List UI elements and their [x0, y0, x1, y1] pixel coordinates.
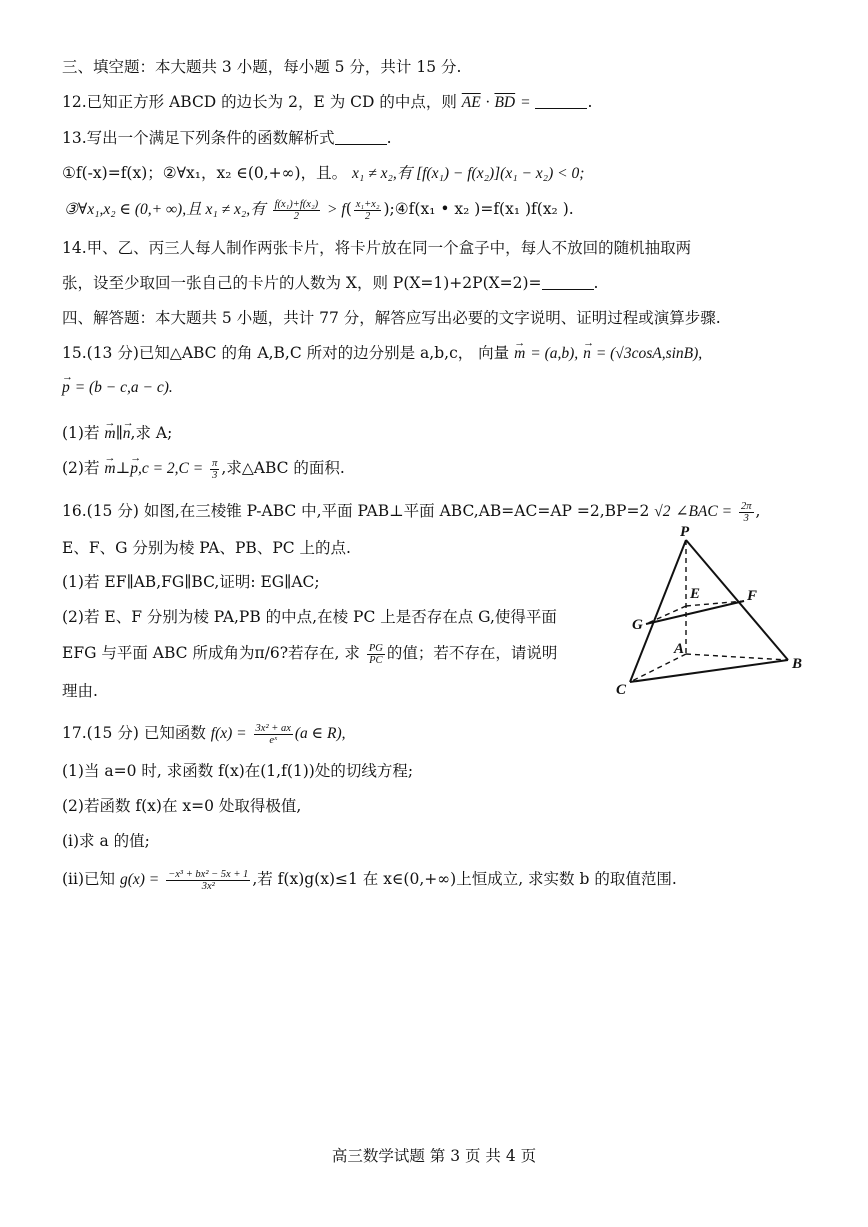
q17-domain: (a ∈ R), — [294, 725, 346, 742]
q17-line-1 — [62, 722, 808, 746]
q17-fx: f(x) = — [210, 725, 247, 742]
q17-part-ii-label: (ii)已知 — [62, 870, 116, 888]
edge-pc — [630, 540, 686, 682]
q15-part2-end: ,求△ABC 的面积. — [221, 459, 345, 477]
q15-part1-label: (1)若 — [62, 424, 100, 442]
q15-part2-label: (2)若 — [62, 459, 100, 477]
q12-answer-blank — [535, 94, 587, 109]
q13-fraction-2: $\frac{\text{x₁+x₂}}{2}$ — [355, 198, 380, 222]
q15-line-1 — [62, 342, 808, 365]
q17-part-ii-text: ,若 f(x)g(x)≤1 在 x∈(0,+∞)上恒成立, 求实数 b 的取值范围. — [252, 870, 677, 888]
q16-line-1 — [62, 500, 808, 524]
tetrahedron-figure — [608, 522, 813, 697]
q17-fraction-f: $\frac{\text{3x² + ax}}{\text{eˣ}}$ — [255, 722, 291, 746]
q16-fraction-pg-pc: $\frac{PG}{PC}$ — [368, 642, 383, 666]
q16-part-1: (1)若 EF∥AB,FG∥BC,证明: EG∥AC; — [62, 573, 320, 591]
q12-vector-ae: $\overline{AE}$ — [461, 94, 481, 111]
q15-perp: ⊥ — [115, 459, 131, 477]
q17-part-ii — [62, 868, 808, 892]
q15-part2-p: → p — [130, 458, 138, 480]
q16-part2b-text: EFG 与平面 ABC 所成角为π/6?若存在, 求 — [62, 644, 360, 662]
q12-vector-bd: $\overline{BD}$ — [494, 94, 516, 111]
q12-text: 12.已知正方形 ABCD 的边长为 2，E 为 CD 的中点，则 — [62, 93, 457, 111]
q13-conditions-2: ③∀x₁,x₂ ∈ (0,+ ∞),且 x₁ ≠ x₂,有 $\frac{\text{f(x₁)+f(x₂)}}{2}$ > f( $\frac{\text{x₁+x₂}}{2}$ );④f(x₁ • x₂ )=f(x₁ )f(x₂ ). — [64, 198, 574, 222]
q13-text: 13.写出一个满足下列条件的函数解析式 — [62, 129, 335, 147]
q13-gt-f: > f — [327, 201, 346, 218]
q15-m-value: = (a,b), — [530, 345, 579, 362]
q16-line1-end: , — [755, 502, 761, 520]
q16-text: 16.(15 分) 如图,在三棱锥 P-ABC 中,平面 PAB⊥平面 ABC,AB=AC=AP =2,BP=2 — [62, 502, 650, 520]
label-f: F — [747, 588, 758, 604]
q15-n-value: = (√3cosA,sinB), — [595, 345, 703, 362]
question-13 — [62, 127, 808, 149]
q13-conditions-1 — [62, 162, 808, 185]
q13-cond-4: ;④f(x₁ • x₂ )=f(x₁ )f(x₂ ). — [389, 200, 574, 218]
q15-part1-m: → m — [104, 423, 115, 445]
q14-answer-blank — [542, 275, 594, 290]
q13-cond-3: ③∀x₁,x₂ ∈ (0,+ ∞),且 x₁ ≠ x₂,有 — [64, 201, 266, 218]
q16-angle-fraction: $\frac{2\pi}{3}$ — [741, 500, 752, 524]
q17-fraction-g: $\frac{\text{−x³ + bx² − 5x + 1}}{\text{3x²}}$ — [168, 868, 249, 892]
edge-cb — [630, 660, 788, 682]
label-c: C — [616, 682, 627, 697]
q16-part-2a: (2)若 E、F 分别为棱 PA,PB 的中点,在棱 PC 上是否存在点 G,使得平面 — [62, 608, 557, 626]
question-12 — [62, 91, 808, 114]
q16-sqrt2: √2 — [654, 503, 671, 520]
label-b: B — [792, 656, 803, 672]
label-g: G — [632, 617, 643, 633]
q12-dot: · — [485, 94, 490, 111]
label-a: A — [674, 641, 685, 657]
q14-end: . — [593, 274, 599, 292]
q17-part-2: (2)若函数 f(x)在 x=0 处取得极值, — [62, 797, 302, 815]
q13-cond-2-math: x₁ ≠ x₂,有 [f(x₁) − f(x₂)](x₁ − x₂) < 0; — [352, 165, 585, 182]
q15-vector-m: → m — [514, 343, 525, 365]
label-e: E — [690, 586, 701, 602]
q13-fraction-1: $\frac{\text{f(x₁)+f(x₂)}}{2}$ — [274, 198, 319, 222]
q17-part-i: (i)求 a 的值; — [62, 832, 150, 850]
q15-part1-n: → n — [123, 423, 131, 445]
q16-line-2: E、F、G 分别为棱 PA、PB、PC 上的点. — [62, 539, 351, 557]
q15-part2-c: ,c = 2,C = — [137, 460, 204, 477]
q15-part-1 — [62, 422, 808, 445]
q13-end: . — [386, 129, 392, 147]
q13-answer-blank — [335, 130, 387, 145]
q13-cond-1-2: ①f(-x)=f(x)；②∀x₁，x₂ ∈(0,+∞)，且。 — [62, 164, 348, 182]
q12-equals: = — [520, 94, 531, 111]
q14-line-2 — [62, 272, 808, 294]
q16-part2c-text: 的值；若不存在，请说明 — [386, 644, 558, 662]
page-footer: 高三数学试题 第 3 页 共 4 页 — [331, 1147, 537, 1165]
q15-vector-p: → p — [62, 377, 70, 399]
q17-part-1: (1)当 a=0 时, 求函数 f(x)在(1,f(1))处的切线方程; — [62, 762, 414, 780]
q15-text: 15.(13 分)已知△ABC 的角 A,B,C 所对的边分别是 a,b,c， 向量 — [62, 344, 510, 362]
q15-part2-m: → m — [104, 458, 115, 480]
q16-part-2d: 理由. — [62, 682, 98, 700]
label-p: P — [680, 524, 690, 540]
q14-line-1: 14.甲、乙、丙三人每人制作两张卡片，将卡片放在同一个盒子中，每人不放回的随机抽取两 — [62, 239, 692, 257]
q15-vector-n: → n — [583, 343, 591, 365]
q15-part-2 — [62, 457, 808, 481]
q15-p-value: = (b − c,a − c). — [74, 379, 173, 396]
q14-text: 张，设至少取回一张自己的卡片的人数为 X，则 P(X=1)+2P(X=2)= — [62, 274, 542, 292]
section-3-heading: 三、填空题：本大题共 3 小题，每小题 5 分，共计 15 分. — [62, 58, 462, 76]
q12-end: . — [587, 93, 593, 111]
q16-angle: ∠BAC = — [675, 503, 733, 520]
q15-fraction-pi-3: $\frac{\pi}{3}$ — [212, 457, 218, 481]
section-4-heading: 四、解答题：本大题共 5 小题，共计 77 分，解答应写出必要的文字说明、证明过程或演算步骤. — [62, 309, 721, 327]
q17-gx: g(x) = — [119, 871, 160, 888]
q15-parallel: ∥ — [115, 424, 123, 442]
q15-part1-end: ,求 A; — [130, 424, 173, 442]
edge-ab — [686, 654, 788, 660]
q17-text: 17.(15 分) 已知函数 — [62, 724, 206, 742]
edge-pb — [686, 540, 788, 660]
q15-line-2 — [62, 376, 808, 399]
